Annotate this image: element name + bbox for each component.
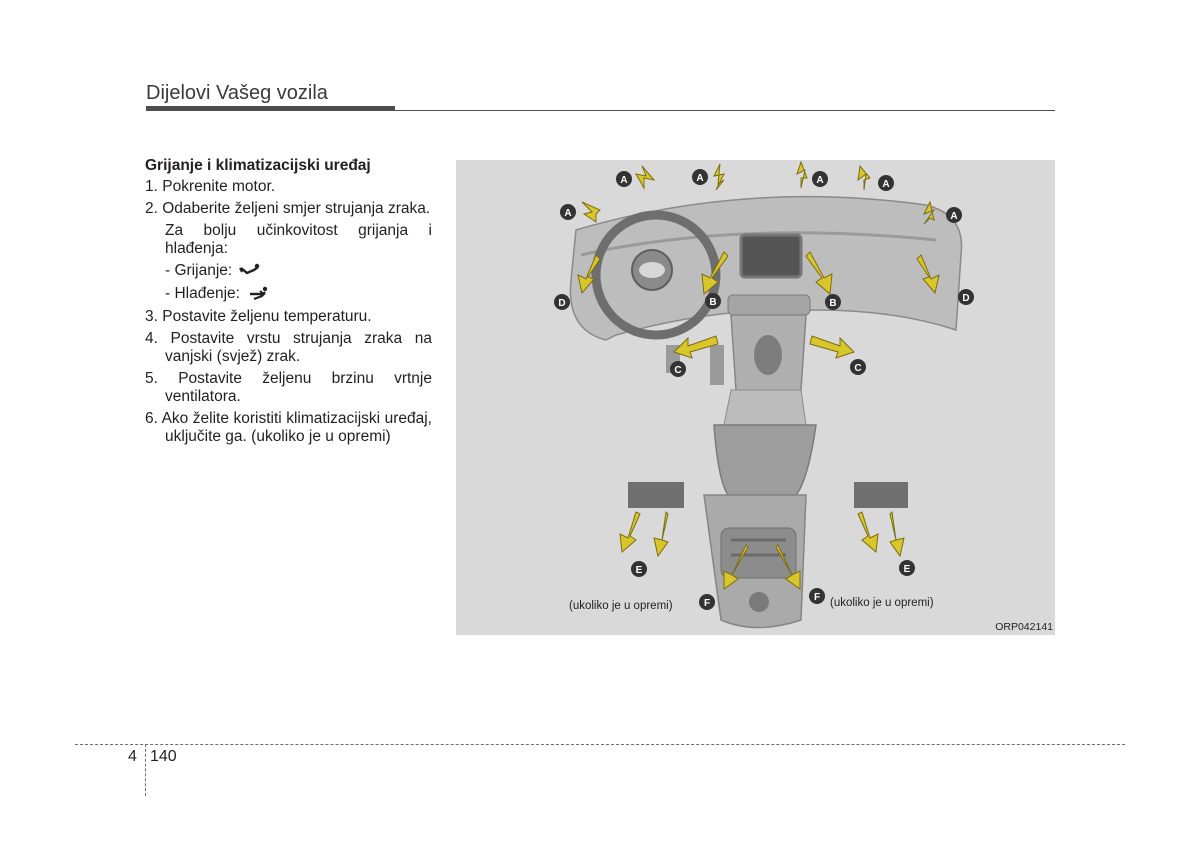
label-a-4 bbox=[878, 175, 894, 191]
header-rule bbox=[395, 110, 1055, 111]
svg-text:A: A bbox=[950, 211, 958, 222]
airflow-illustration bbox=[456, 160, 1055, 635]
cooling-mode bbox=[145, 285, 432, 303]
svg-text:A: A bbox=[696, 173, 704, 184]
floor-mode-icon bbox=[238, 263, 262, 279]
section-title: Grijanje i klimatizacijski uređaj bbox=[145, 157, 371, 174]
dashboard-drawing bbox=[456, 160, 1055, 635]
step-2-note: Za bolju učinkovitost grijanja i hlađenja: bbox=[165, 222, 432, 257]
chapter-title: Dijelovi Vašeg vozila bbox=[146, 82, 328, 104]
step-4: 4. Postavite vrstu strujanja zraka na vanjski (svjež) zrak. bbox=[145, 330, 432, 365]
svg-text:D: D bbox=[962, 293, 970, 304]
instructions bbox=[145, 157, 432, 450]
face-mode-icon bbox=[246, 286, 270, 302]
arrow-e3 bbox=[858, 512, 878, 552]
arrow-a5 bbox=[582, 202, 600, 222]
display-screen bbox=[741, 235, 801, 277]
arrow-e2 bbox=[654, 512, 668, 556]
label-a-6 bbox=[946, 207, 962, 223]
label-f-2 bbox=[809, 588, 825, 604]
svg-text:D: D bbox=[558, 298, 566, 309]
heating-mode bbox=[145, 262, 432, 280]
svg-text:C: C bbox=[854, 363, 862, 374]
arrow-e1 bbox=[620, 512, 640, 552]
label-e-1 bbox=[631, 561, 647, 577]
svg-text:A: A bbox=[816, 175, 824, 186]
footer-divider bbox=[145, 744, 146, 796]
svg-text:A: A bbox=[620, 175, 628, 186]
step-1: 1. Pokrenite motor. bbox=[145, 178, 276, 195]
svg-text:E: E bbox=[903, 564, 911, 575]
chapter-number: 4 bbox=[128, 748, 137, 765]
svg-text:C: C bbox=[674, 365, 682, 376]
svg-text:B: B bbox=[709, 297, 717, 308]
arrow-e4 bbox=[890, 512, 904, 556]
label-a-2 bbox=[692, 169, 708, 185]
step-2: 2. Odaberite željeni smjer strujanja zraka. bbox=[145, 200, 431, 217]
cooling-label: - Hlađenje: bbox=[165, 285, 240, 302]
step-5: 5. Postavite željenu brzinu vrtnje ventilatora. bbox=[145, 370, 432, 405]
label-b-1 bbox=[705, 293, 721, 309]
label-c-1 bbox=[670, 361, 686, 377]
header-bar bbox=[146, 106, 395, 111]
label-d-1 bbox=[554, 294, 570, 310]
step-6: 6. Ako želite koristiti klimatizacijski uređaj, uključite ga. (ukoliko je u opremi) bbox=[145, 410, 432, 445]
svg-text:B: B bbox=[829, 298, 837, 309]
label-a-5 bbox=[560, 204, 576, 220]
label-a-3 bbox=[812, 171, 828, 187]
arrow-a1 bbox=[636, 166, 654, 188]
arrow-a4 bbox=[858, 166, 870, 190]
svg-text:A: A bbox=[882, 179, 890, 190]
label-f-1 bbox=[699, 594, 715, 610]
page-number: 140 bbox=[150, 748, 177, 765]
label-a-1 bbox=[616, 171, 632, 187]
label-b-2 bbox=[825, 294, 841, 310]
arrow-c2 bbox=[810, 336, 854, 358]
figure-code: ORP042141 bbox=[995, 621, 1053, 633]
label-d-2 bbox=[958, 289, 974, 305]
label-e-2 bbox=[899, 560, 915, 576]
label-c-2 bbox=[850, 359, 866, 375]
arrow-a3 bbox=[797, 162, 807, 188]
heating-label: - Grijanje: bbox=[165, 262, 233, 279]
svg-text:A: A bbox=[564, 208, 572, 219]
step-3: 3. Postavite željenu temperaturu. bbox=[145, 308, 372, 325]
arrow-a2 bbox=[714, 164, 724, 190]
optional-note-left: (ukoliko je u opremi) bbox=[569, 600, 673, 612]
optional-note-right: (ukoliko je u opremi) bbox=[830, 597, 934, 609]
svg-text:F: F bbox=[703, 598, 711, 609]
svg-text:E: E bbox=[635, 565, 643, 576]
svg-text:F: F bbox=[813, 592, 821, 603]
footer-rule bbox=[75, 744, 1125, 745]
